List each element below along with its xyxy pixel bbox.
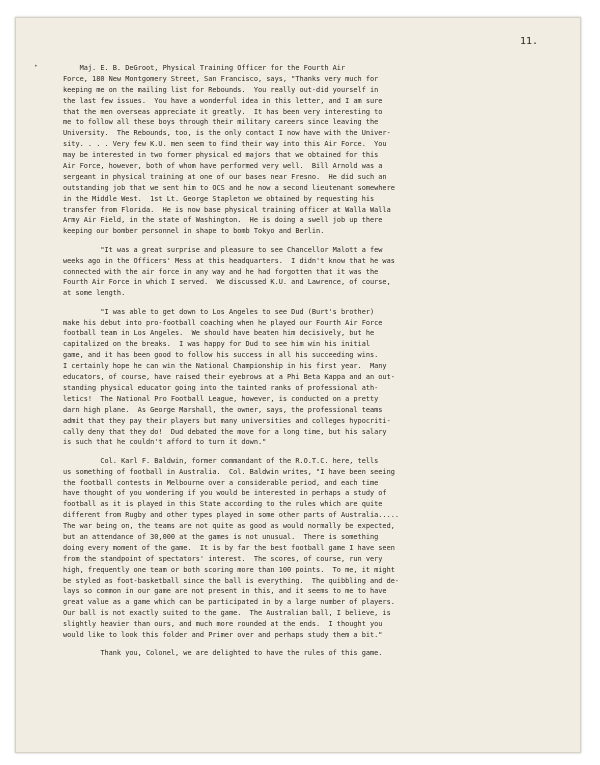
text-line: Air Force, however, both of whom have performed very well. Bill Arnold was a <box>63 162 383 171</box>
text-line: outstanding job that we sent him to OCS and he now a second lieutenant somewhere <box>63 183 395 192</box>
text-line: would like to look this folder and Primer over and perhaps study them a bit." <box>63 631 383 640</box>
text-line: Thank you, Colonel, we are delighted to have the rules of this game. <box>63 649 383 658</box>
text-line: lays so common in our game are not present in this, and it seems to me to have <box>63 587 387 596</box>
punch-mark: • <box>34 63 38 70</box>
text-line: keeping our bomber personnel in shape to bomb Tokyo and Berlin. <box>63 227 325 236</box>
text-line: transfer from Florida. He is now base physical training officer at Walla Walla <box>63 205 391 214</box>
paragraph <box>63 648 543 659</box>
text-line: that the men overseas appreciate it greatly. It has been very interesting to <box>63 107 383 116</box>
text-line: slightly heavier than ours, and much more rounded at the ends. I thought you <box>63 620 383 629</box>
text-line: Maj. E. B. DeGroot, Physical Training Officer for the Fourth Air <box>63 64 346 72</box>
text-line: me to follow all these boys through their military careers since leaving the <box>63 118 379 127</box>
text-line: Our ball is not exactly suited to the game. The Australian ball, I believe, is <box>63 609 391 618</box>
text-line: at some length. <box>63 289 126 298</box>
paragraph <box>63 307 543 449</box>
text-line: darn high plane. As George Marshall, the owner, says, the professional teams <box>63 405 383 414</box>
text-line: from the standpoint of spectators' interest. The scores, of course, run very <box>63 554 383 563</box>
text-line: I certainly hope he can win the National Championship in his first year. Many <box>63 362 387 371</box>
text-line: weeks ago in the Officers' Mess at this headquarters. I didn't know that he was <box>63 256 395 265</box>
text-line: standing physical educator going into the tainted ranks of professional ath- <box>63 383 379 392</box>
text-line: different from Rugby and other types played in some other parts of Australia..... <box>63 511 400 520</box>
text-line: Army Air Field, in the state of Washington. He is doing a swell job up there <box>63 216 383 225</box>
text-line: cally deny that they do! Dud debated the move for a long time, but his salary <box>63 427 387 436</box>
text-line: "It was a great surprise and pleasure to see Chancellor Malott a few <box>63 245 383 254</box>
text-line: but an attendance of 30,000 at the games is not unusual. There is something <box>63 533 379 542</box>
text-line: Fourth Air Force in which I served. We discussed K.U. and Lawrence, of course, <box>63 278 391 287</box>
text-line: in the Middle West. 1st Lt. George Stapleton we obtained by requesting his <box>63 194 375 203</box>
document-page <box>15 17 581 753</box>
page-number: 11. <box>519 36 538 47</box>
text-line: sergeant in physical training at one of our bases near Fresno. He did such an <box>63 172 387 181</box>
text-line: make his debut into pro-football coaching when he played our Fourth Air Force <box>63 318 383 327</box>
text-line: great value as a game which can be participated in by a large number of players. <box>63 598 395 607</box>
paragraph <box>63 245 543 299</box>
text-line: educators, of course, have raised their eyebrows at a Phi Beta Kappa and an out- <box>63 373 395 382</box>
text-line: Force, 180 New Montgomery Street, San Francisco, says, "Thanks very much for <box>63 74 379 83</box>
text-line: the last few issues. You have a wonderful idea in this letter, and I am sure <box>63 96 383 105</box>
text-line: us something of football in Australia. Col. Baldwin writes, "I have been seeing <box>63 467 395 476</box>
text-line: be styled as foot-basketball since the ball is everything. The quibbling and de- <box>63 576 400 585</box>
paragraph <box>63 456 543 641</box>
text-line: admit that they pay their players but many universities and colleges hypocriti- <box>63 416 391 425</box>
text-line: Col. Karl F. Baldwin, former commandant of the R.O.T.C. here, tells <box>63 456 379 465</box>
text-line: game, and it has been good to follow his success in all his succeeding wins. <box>63 351 379 360</box>
document-body <box>63 63 543 667</box>
text-line: the football contests in Melbourne over a considerable period, and each time <box>63 478 379 487</box>
text-line: may be interested in two former physical ed majors that we obtained for this <box>63 151 379 160</box>
text-line: connected with the air force in any way and he had forgotten that it was the <box>63 267 379 276</box>
text-line: sity. . . . Very few K.U. men seem to find their way into this Air Force. You <box>63 140 387 149</box>
text-line: football as it is played in this State according to the rules which are quite <box>63 500 383 509</box>
text-line: "I was able to get down to Los Angeles to see Dud (Burt's brother) <box>63 307 375 316</box>
text-line: is such that he couldn't afford to turn it down." <box>63 438 267 447</box>
text-line: high, frequently one team or both scoring more than 100 points. To me, it might <box>63 565 395 574</box>
text-line: capitalized on the breaks. I was happy for Dud to see him win his initial <box>63 340 370 349</box>
text-line: keeping me on the mailing list for Rebounds. You really out-did yourself in <box>63 85 379 94</box>
text-line: doing every moment of the game. It is by far the best football game I have seen <box>63 543 395 552</box>
text-line: have thought of you wondering if you would be interested in perhaps a study of <box>63 489 387 498</box>
text-line: letics! The National Pro Football League, however, is conducted on a pretty <box>63 394 379 403</box>
text-line: University. The Rebounds, too, is the only contact I now have with the Univer- <box>63 129 391 138</box>
paragraph <box>63 63 543 237</box>
text-line: The war being on, the teams are not quite as good as would normally be expected, <box>63 522 395 531</box>
text-line: football team in Los Angeles. We should have beaten him decisively, but he <box>63 329 375 338</box>
